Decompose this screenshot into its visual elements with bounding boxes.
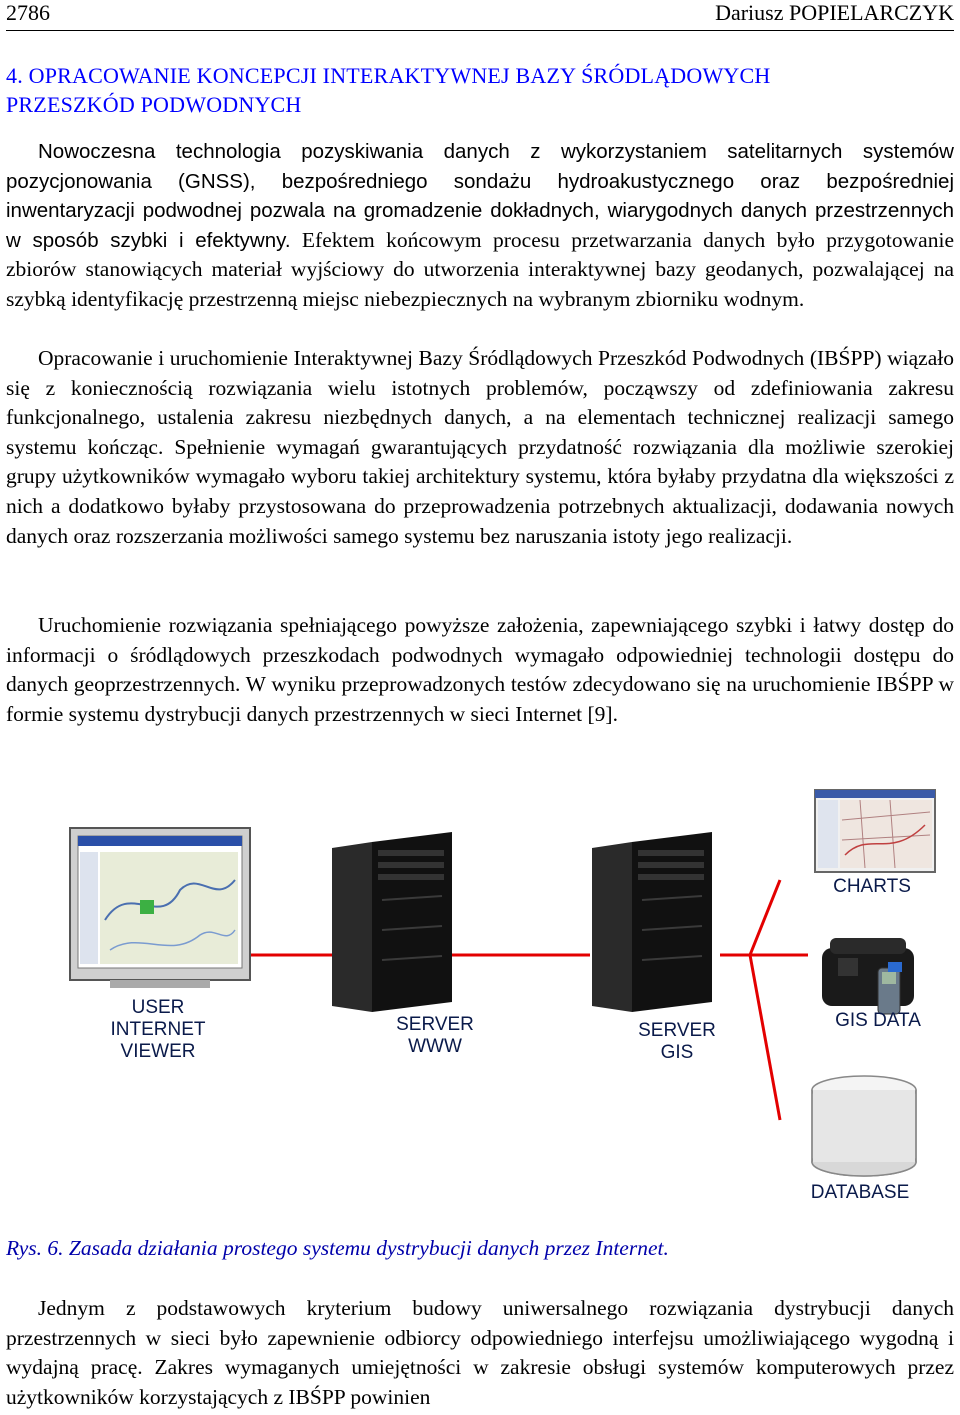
- paragraph-1-serif: Efektem końcowym procesu przetwarzania danych było przygotowanie zbiorów stanowiących materiał wyjściowy do utworzenia interaktywnej bazy geodanych, pozwalającej na szybką identyfikację przestrzenną miejsc niebezpiecznych na wybranym zbiorniku wodnym.: [6, 227, 954, 311]
- user-monitor-icon: [70, 828, 250, 988]
- paragraph-1-sans: Nowoczesna technologia pozyskiwania danych z wykorzystaniem satelitarnych systemów pozycjonowania (GNSS), bezpośredniego sondażu hydroakustycznego oraz bezpośredniej inwentaryzacji podwodnej pozwala na gromadzenie dokładnych, wiarygodnych danych przestrzennych w sposób szybki i efektywny.: [6, 140, 954, 252]
- paragraph-4: [6, 1294, 954, 1412]
- label-database: DATABASE: [810, 1182, 910, 1203]
- label-server-www: SERVER WWW: [396, 1014, 474, 1057]
- label-gis-data: GIS DATA: [835, 1010, 921, 1031]
- server-www-icon: [332, 832, 452, 1012]
- link-gis-database: [750, 955, 780, 1120]
- section-title-line2: PRZESZKÓD PODWODNYCH: [6, 92, 302, 117]
- page-number: 2786: [6, 0, 50, 25]
- running-author: Dariusz POPIELARCZYK: [715, 0, 954, 25]
- label-user-internet-viewer: USER INTERNET VIEWER: [110, 997, 206, 1062]
- section-title-line1: 4. OPRACOWANIE KONCEPCJI INTERAKTYWNEJ BAZY ŚRÓDLĄDOWYCH: [6, 63, 771, 88]
- link-gis-charts: [750, 880, 780, 955]
- paragraph-4-text: Jednym z podstawowych kryterium budowy uniwersalnego rozwiązania dystrybucji danych przestrzennych w sieci było zapewnienie odbiorcy odpowiedniego interfejsu umożliwiającego wygodną i wydajną pracę. Zakres wymaganych umiejętności w zakresie obsługi systemów komputerowych przez użytkowników korzystających z IBŚPP powinien: [6, 1296, 954, 1409]
- figure-caption: Rys. 6. Zasada działania prostego systemu dystrybucji danych przez Internet.: [6, 1236, 669, 1260]
- gis-data-equipment-icon: [822, 938, 914, 1014]
- server-gis-icon: [592, 832, 712, 1012]
- label-charts: CHARTS: [833, 876, 911, 897]
- label-server-gis: SERVER GIS: [638, 1020, 716, 1063]
- charts-window-icon: [815, 790, 935, 872]
- database-cylinder-icon: [812, 1076, 916, 1176]
- paragraph-2-text: Opracowanie i uruchomienie Interaktywnej Bazy Śródlądowych Przeszkód Podwodnych (IBŚPP) wiązało się z koniecznością rozwiązania wielu istotnych problemów, począwszy od zdefiniowania zakresu funkcjonalnego, ustalenia zakresu niezbędnych danych, a na elementach technicznej realizacji samego systemu kończąc. Spełnienie wymagań gwarantujących przydatność rozwiązania dla możliwie szerokiej grupy użytkowników wymagało wyboru takiej architektury systemu, która byłaby przydatna dla większości z nich a dodatkowo byłaby przystosowana do przeprowadzenia potrzebnych aktualizacji, dodawania nowych danych oraz rozszerzania możliwości samego systemu bez naruszania istoty jego realizacji.: [6, 346, 954, 548]
- paragraph-3-text: Uruchomienie rozwiązania spełniającego powyższe założenia, zapewniającego szybki i łatwy dostęp do informacji o śródlądowych przeszkodach podwodnych wymagało odpowiedniej technologii dostępu do danych geoprzestrzennych. W wyniku przeprowadzonych testów zdecydowano się na uruchomienie IBŚPP w formie systemu dystrybucji danych przestrzennych w sieci Internet [9].: [6, 613, 954, 726]
